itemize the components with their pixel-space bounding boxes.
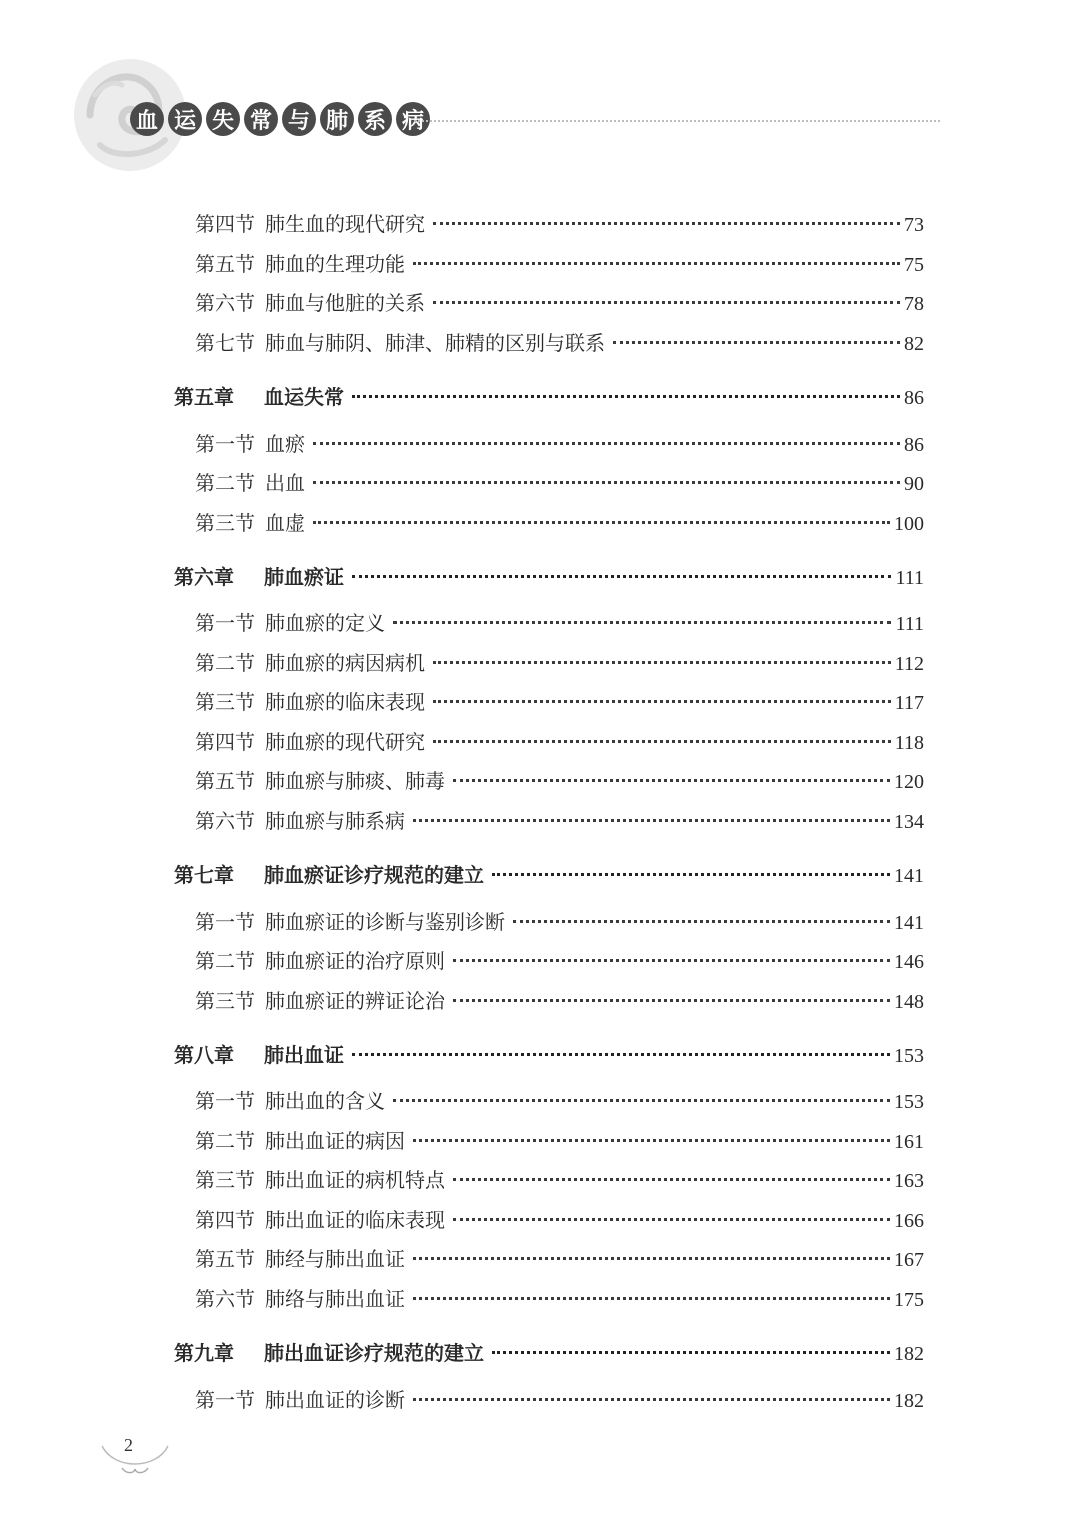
- section-title: 肺血与肺阴、肺津、肺精的区别与联系: [265, 331, 605, 355]
- section-title: 肺血瘀与肺痰、肺毒: [265, 769, 445, 793]
- toc-chapter-row[interactable]: [174, 562, 924, 592]
- page-ref: 182: [894, 1390, 924, 1412]
- page-ref: 111: [895, 613, 924, 635]
- section-title: 肺出血证的诊断: [265, 1388, 405, 1412]
- dot-leader: [413, 1398, 890, 1401]
- section-title: 血瘀: [265, 432, 305, 456]
- chapter-number: 第九章: [174, 1341, 234, 1365]
- toc-chapter-row[interactable]: [174, 860, 924, 890]
- section-number: 第二节: [195, 471, 255, 495]
- dot-leader: [613, 341, 900, 344]
- section-number: 第二节: [195, 1129, 255, 1153]
- dot-leader: [453, 999, 890, 1002]
- section-number: 第一节: [195, 1089, 255, 1113]
- dot-leader: [313, 521, 890, 524]
- section-number: 第一节: [195, 910, 255, 934]
- section-title: 肺血瘀证的治疗原则: [265, 949, 445, 973]
- page-ref: 167: [894, 1249, 924, 1271]
- page-ref: 141: [894, 912, 924, 934]
- section-title: 肺血瘀与肺系病: [265, 809, 405, 833]
- section-title: 肺血瘀证的诊断与鉴别诊断: [265, 910, 505, 934]
- toc-section-row[interactable]: [195, 1284, 924, 1314]
- toc-section-row[interactable]: [195, 468, 924, 498]
- page-ref: 120: [894, 771, 924, 793]
- page-ref: 86: [904, 434, 924, 456]
- book-title-char: 系: [358, 102, 392, 136]
- chapter-title: 肺血瘀证诊疗规范的建立: [264, 863, 484, 887]
- page-ref: 163: [894, 1170, 924, 1192]
- section-title: 肺血瘀的病因病机: [265, 651, 425, 675]
- page-ref: 118: [894, 732, 924, 754]
- toc-section-row[interactable]: [195, 1205, 924, 1235]
- toc-section-row[interactable]: [195, 209, 924, 239]
- section-number: 第一节: [195, 1388, 255, 1412]
- section-title: 肺血与他脏的关系: [265, 291, 425, 315]
- dot-leader: [453, 1218, 890, 1221]
- toc-section-row[interactable]: [195, 429, 924, 459]
- book-title-char: 病: [396, 102, 430, 136]
- dot-leader: [413, 262, 900, 265]
- section-title: 肺出血的含义: [265, 1089, 385, 1113]
- toc-section-row[interactable]: [195, 1126, 924, 1156]
- section-title: 肺血瘀的定义: [265, 611, 385, 635]
- page-ref: 153: [894, 1091, 924, 1113]
- page-ref: 175: [894, 1289, 924, 1311]
- chapter-title: 肺出血证: [264, 1043, 344, 1067]
- page-ref: 166: [894, 1210, 924, 1232]
- dot-leader: [433, 301, 900, 304]
- page-ref: 100: [894, 513, 924, 535]
- dot-leader: [352, 395, 900, 398]
- section-number: 第五节: [195, 1247, 255, 1271]
- section-title: 肺络与肺出血证: [265, 1287, 405, 1311]
- book-title-char: 失: [206, 102, 240, 136]
- page-ref: 75: [904, 254, 924, 276]
- toc-section-row[interactable]: [195, 687, 924, 717]
- section-number: 第七节: [195, 331, 255, 355]
- section-title: 肺血瘀的临床表现: [265, 690, 425, 714]
- dot-leader: [413, 1297, 890, 1300]
- toc-section-row[interactable]: [195, 907, 924, 937]
- page-ref: 134: [894, 811, 924, 833]
- section-number: 第六节: [195, 809, 255, 833]
- toc-section-row[interactable]: [195, 986, 924, 1016]
- toc-chapter-row[interactable]: [174, 1338, 924, 1368]
- page-ref: 112: [894, 653, 924, 675]
- dot-leader: [433, 222, 900, 225]
- dot-leader: [492, 1351, 890, 1354]
- section-number: 第五节: [195, 252, 255, 276]
- dot-leader: [352, 575, 891, 578]
- section-number: 第五节: [195, 769, 255, 793]
- dot-leader: [413, 1139, 890, 1142]
- section-number: 第三节: [195, 511, 255, 535]
- book-title-char: 与: [282, 102, 316, 136]
- page-ref: 141: [894, 865, 924, 887]
- page-ref: 78: [904, 293, 924, 315]
- page-ref: 111: [895, 567, 924, 589]
- dot-leader: [413, 1257, 890, 1260]
- dot-leader: [513, 920, 890, 923]
- page-ref: 148: [894, 991, 924, 1013]
- page-ref: 90: [904, 473, 924, 495]
- toc-section-row[interactable]: [195, 648, 924, 678]
- page-ref: 82: [904, 333, 924, 355]
- section-number: 第三节: [195, 690, 255, 714]
- header-dotted-rule: [414, 120, 940, 122]
- page-ref: 153: [894, 1045, 924, 1067]
- section-number: 第六节: [195, 1287, 255, 1311]
- dot-leader: [433, 700, 891, 703]
- section-title: 肺血瘀的现代研究: [265, 730, 425, 754]
- page-ref: 73: [904, 214, 924, 236]
- toc-section-row[interactable]: [195, 946, 924, 976]
- section-number: 第三节: [195, 1168, 255, 1192]
- toc-section-row[interactable]: [195, 1385, 924, 1415]
- toc-section-row[interactable]: [195, 727, 924, 757]
- toc-section-row[interactable]: [195, 806, 924, 836]
- toc-chapter-row[interactable]: [174, 1040, 924, 1070]
- toc-section-row[interactable]: [195, 766, 924, 796]
- section-title: 肺生血的现代研究: [265, 212, 425, 236]
- section-number: 第四节: [195, 212, 255, 236]
- page-ref: 161: [894, 1131, 924, 1153]
- page-ref: 117: [894, 692, 924, 714]
- footer-cloud-ornament: [100, 1440, 170, 1480]
- toc-section-row[interactable]: [195, 288, 924, 318]
- section-number: 第三节: [195, 989, 255, 1013]
- toc-chapter-row[interactable]: [174, 382, 924, 412]
- section-number: 第一节: [195, 611, 255, 635]
- book-title: [130, 102, 430, 136]
- book-title-char: 血: [130, 102, 164, 136]
- dot-leader: [352, 1053, 890, 1056]
- toc-section-row[interactable]: [195, 1244, 924, 1274]
- dot-leader: [453, 779, 890, 782]
- dot-leader: [433, 661, 891, 664]
- section-title: 血虚: [265, 511, 305, 535]
- section-title: 肺出血证的病机特点: [265, 1168, 445, 1192]
- chapter-number: 第五章: [174, 385, 234, 409]
- chapter-title: 血运失常: [264, 385, 344, 409]
- dot-leader: [393, 1099, 890, 1102]
- dot-leader: [313, 481, 900, 484]
- section-title: 肺出血证的病因: [265, 1129, 405, 1153]
- page-ref: 182: [894, 1343, 924, 1365]
- section-title: 肺出血证的临床表现: [265, 1208, 445, 1232]
- page-ref: 86: [904, 387, 924, 409]
- dot-leader: [313, 442, 900, 445]
- dot-leader: [453, 1178, 890, 1181]
- toc-section-row[interactable]: [195, 328, 924, 358]
- section-title: 肺经与肺出血证: [265, 1247, 405, 1271]
- section-number: 第六节: [195, 291, 255, 315]
- dot-leader: [393, 621, 891, 624]
- toc-section-row[interactable]: [195, 1165, 924, 1195]
- chapter-title: 肺血瘀证: [264, 565, 344, 589]
- chapter-number: 第七章: [174, 863, 234, 887]
- chapter-number: 第八章: [174, 1043, 234, 1067]
- section-number: 第二节: [195, 949, 255, 973]
- section-title: 出血: [265, 471, 305, 495]
- toc-section-row[interactable]: [195, 608, 924, 638]
- dot-leader: [413, 819, 890, 822]
- dot-leader: [453, 959, 890, 962]
- page-number: 2: [124, 1435, 133, 1455]
- toc-section-row[interactable]: [195, 508, 924, 538]
- chapter-title: 肺出血证诊疗规范的建立: [264, 1341, 484, 1365]
- section-number: 第四节: [195, 1208, 255, 1232]
- book-title-char: 肺: [320, 102, 354, 136]
- toc-section-row[interactable]: [195, 249, 924, 279]
- chapter-number: 第六章: [174, 565, 234, 589]
- toc-section-row[interactable]: [195, 1086, 924, 1116]
- dot-leader: [492, 873, 890, 876]
- section-number: 第四节: [195, 730, 255, 754]
- section-number: 第二节: [195, 651, 255, 675]
- section-title: 肺血的生理功能: [265, 252, 405, 276]
- section-title: 肺血瘀证的辨证论治: [265, 989, 445, 1013]
- page-ref: 146: [894, 951, 924, 973]
- section-number: 第一节: [195, 432, 255, 456]
- dot-leader: [433, 740, 891, 743]
- book-title-char: 常: [244, 102, 278, 136]
- book-title-char: 运: [168, 102, 202, 136]
